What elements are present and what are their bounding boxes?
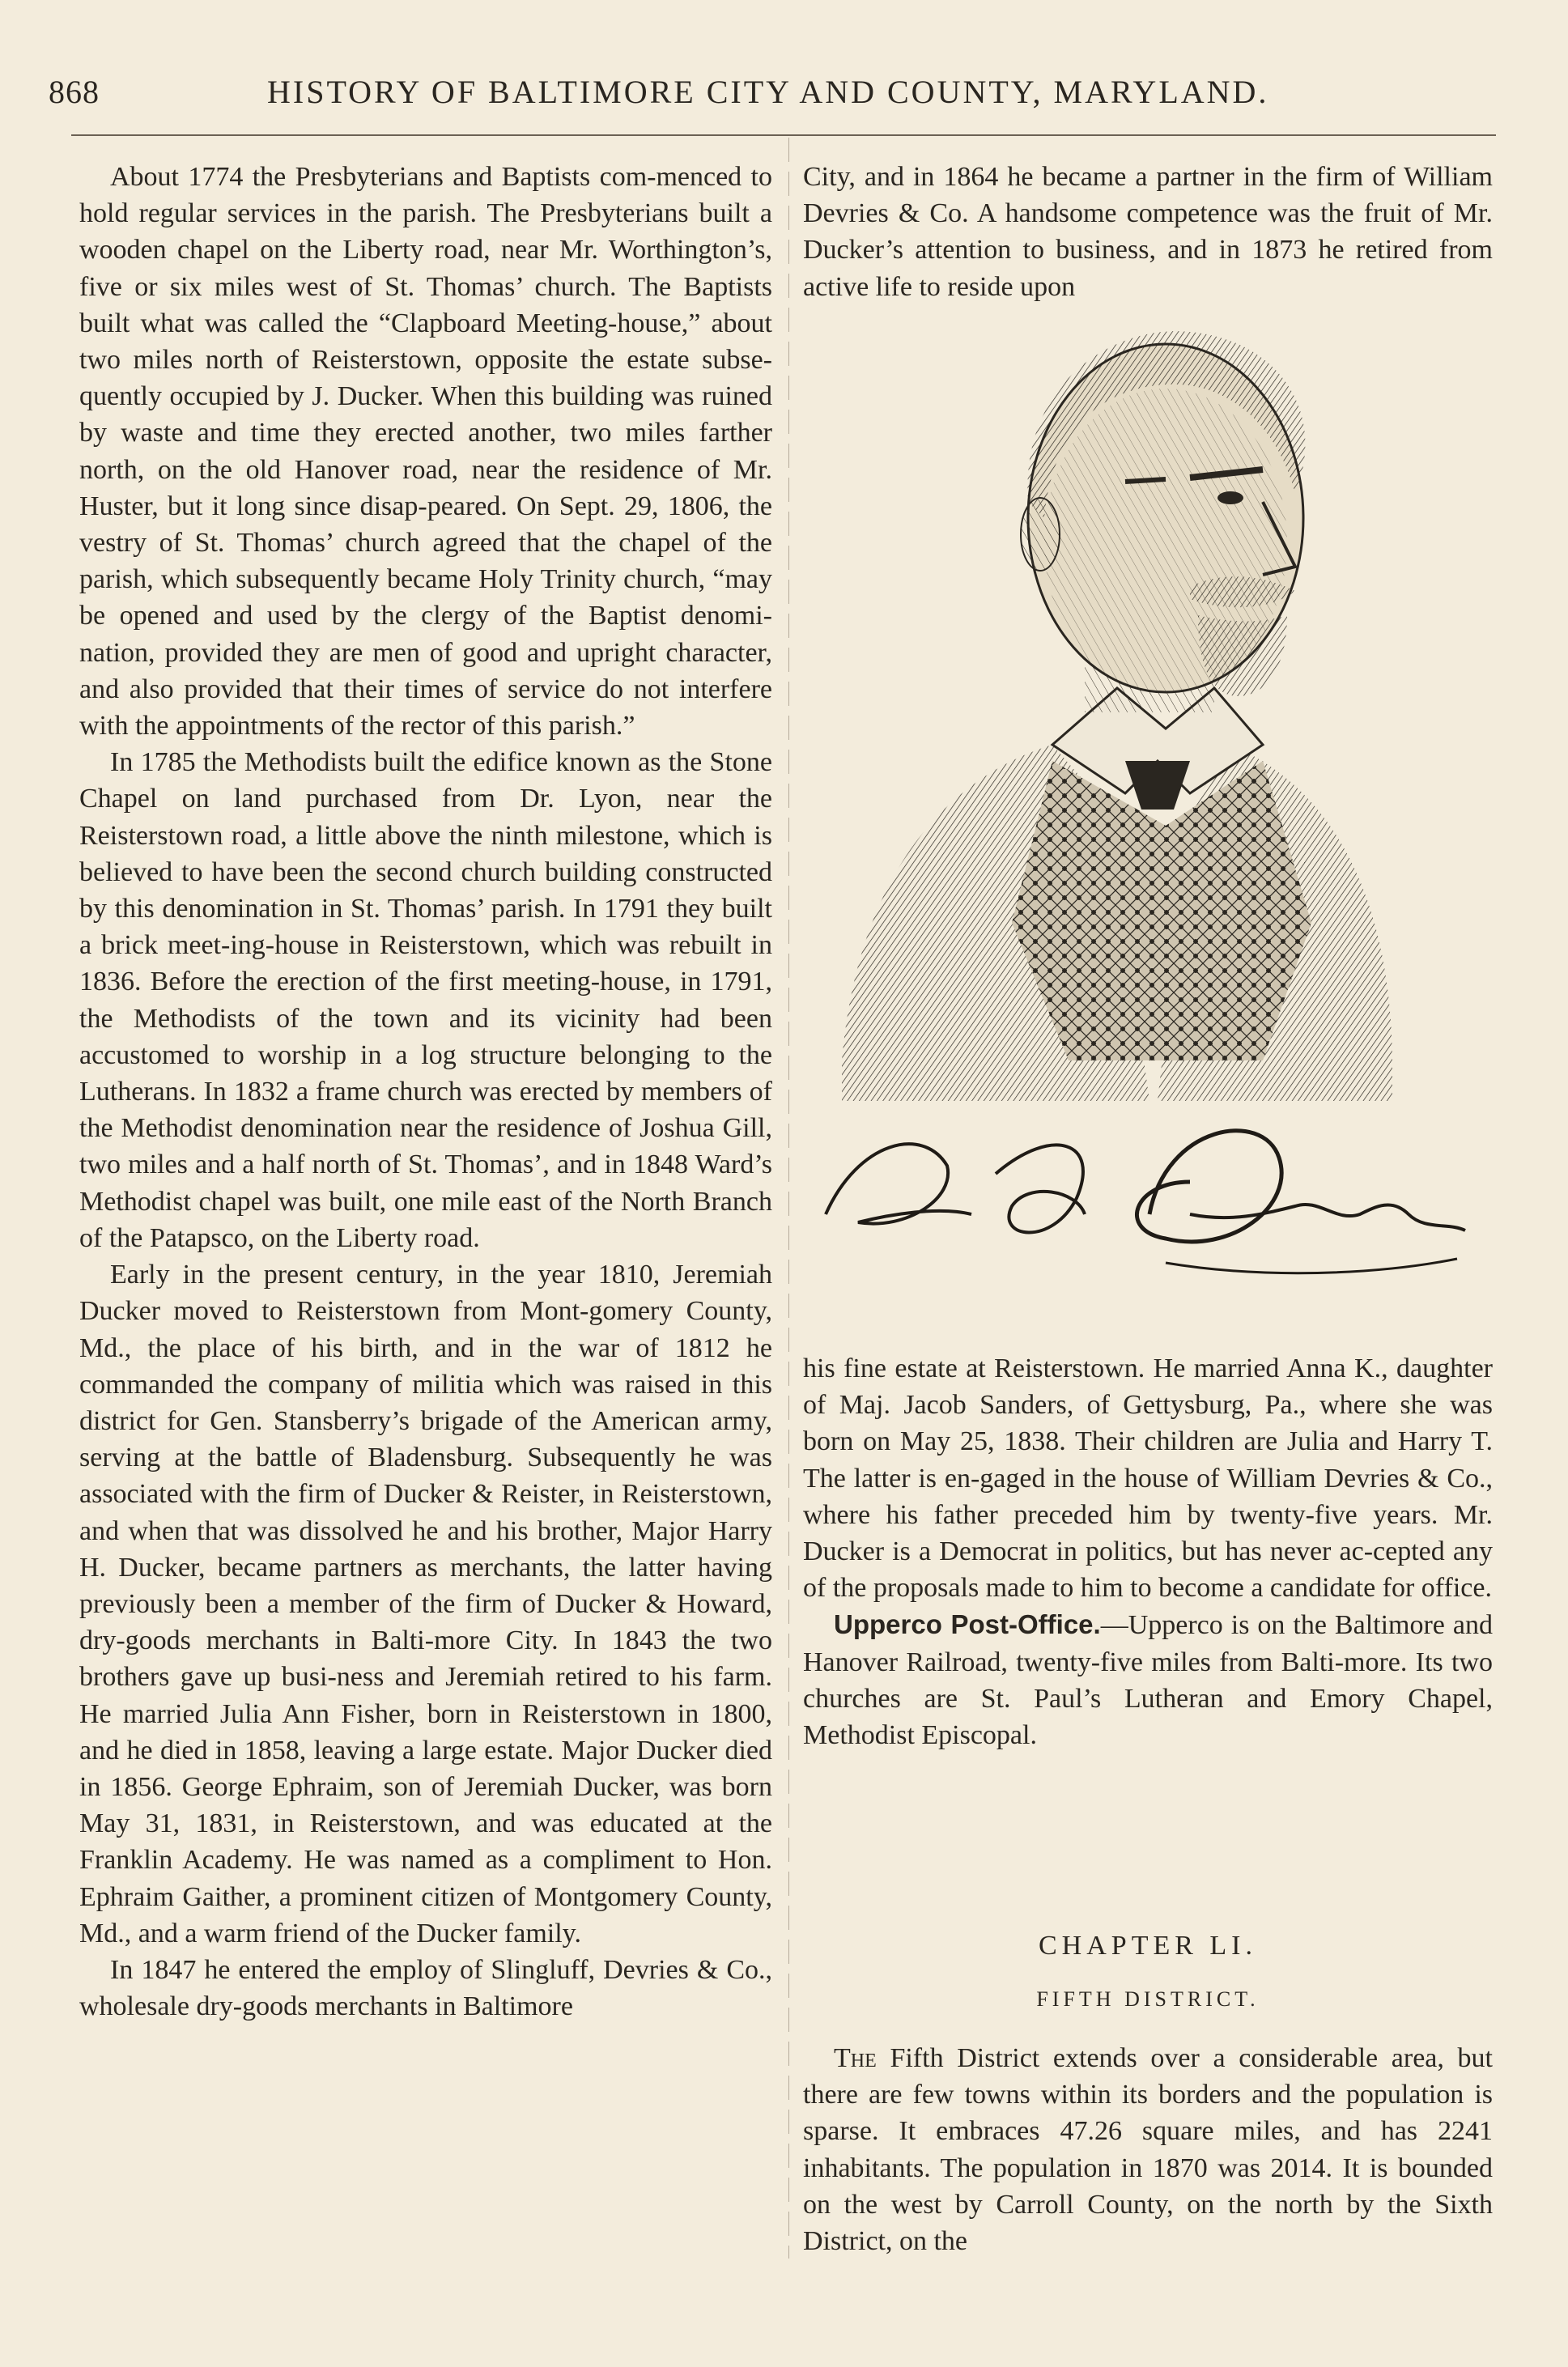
paragraph-employment: In 1847 he entered the employ of Slingluff, Devries & Co., wholesale dry-goods merchants in Baltimore (79, 1954, 772, 2022)
column-divider (788, 138, 789, 2259)
portrait-image (809, 308, 1489, 1101)
paragraph-presbyterians-baptists: About 1774 the Presbyterians and Baptists com-menced to hold regular services in the parish. The Presbyterians built a wooden chapel on the Liberty road, near Mr. Worthington’s, five or six miles west of St. Thomas’ church. The Baptists built what was called the “Clapboard Meeting-house,” about two miles north of Reisterstown, opposite the estate subse-quently occupied by J. Ducker. When this building was ruined by waste and time they erected another, two miles farther north, on the old Hanover road, near the residence of Mr. Huster, but it long since disap-peared. On Sept. 29, 1806, the vestry of St. Thomas’ church agreed that the chapel of the parish, which subsequently became Holy Trinity church, “may be opened and used by the clergy of the Baptist denomi-nation, provided they are men of good and upright character, and also provided that their times of service do not interfere with the appointments of the rector of this parish.” (79, 162, 772, 742)
right-column-top (803, 159, 1493, 305)
page-number: 868 (49, 74, 100, 110)
header-rule (71, 134, 1496, 136)
chapter-lead-word: The (834, 2043, 877, 2073)
paragraph-continuation: City, and in 1864 he became a partner in the firm of William Devries & Co. A handsome competence was the fruit of Mr. Ducker’s attention to business, and in 1873 he retired from active life to reside upon (803, 162, 1493, 302)
chapter-subtitle: FIFTH DISTRICT. (1036, 1987, 1260, 2011)
chapter-text: Fifth District extends over a considerable area, but there are few towns within its borders and the population is sparse. It embraces 47.26 square miles, and has 2241 inhabitants. The population in 1870 was 2014. It is bounded on the west by Carroll County, on the north by the Sixth District, on the (803, 2043, 1493, 2257)
chapter-text-column (803, 2040, 1493, 2259)
right-column-bottom (803, 1350, 1493, 1753)
chapter-heading (803, 1931, 1493, 2012)
paragraph-upperco (803, 1606, 1493, 1753)
upperco-text: —Upperco is on the Baltimore and Hanover Railroad, twenty-five miles from Balti-more. Its two churches are St. Paul’s Lutheran and Emory Chapel, Methodist Episcopal. (803, 1610, 1493, 1751)
portrait-engraving (809, 308, 1489, 1328)
left-column (79, 159, 772, 2025)
upperco-heading: Upperco Post-Office. (834, 1609, 1101, 1640)
chapter-title: CHAPTER LI. (1039, 1931, 1257, 1961)
running-head: HISTORY OF BALTIMORE CITY AND COUNTY, MARYLAND. (267, 74, 1269, 110)
signature-image (809, 1093, 1489, 1303)
paragraph-fifth-district (803, 2040, 1493, 2259)
page-header (49, 73, 1311, 121)
paragraph-estate: his fine estate at Reisterstown. He married Anna K., daughter of Maj. Jacob Sanders, of Gettysburg, Pa., where she was born on May 25, 1838. Their children are Julia and Harry T. The latter is en-gaged in the house of William Devries & Co., where his father preceded him by twenty-five years. Mr. Ducker is a Democrat in politics, but has never ac-cepted any of the proposals made to him to become a candidate for office. (803, 1353, 1493, 1604)
paragraph-methodists: In 1785 the Methodists built the edifice known as the Stone Chapel on land purchased from Dr. Lyon, near the Reisterstown road, a little above the ninth milestone, which is believed to have been the second church building constructed by this denomination in St. Thomas’ parish. In 1791 they built a brick meet-ing-house in Reisterstown, which was rebuilt in 1836. Before the erection of the first meeting-house, in 1791, the Methodists of the town and its vicinity had been accustomed to worship in a log structure belonging to the Lutherans. In 1832 a frame church was erected by members of the Methodist denomination near the residence of Joshua Gill, two miles and a half north of St. Thomas’, and in 1848 Ward’s Methodist chapel was built, one mile east of the North Branch of the Patapsco, on the Liberty road. (79, 747, 772, 1253)
paragraph-jeremiah-ducker: Early in the present century, in the year 1810, Jeremiah Ducker moved to Reisterstown from Mont-gomery County, Md., the place of his birth, and in the war of 1812 he commanded the company of militia which was raised in this district for Gen. Stansberry’s brigade of the American army, serving at the battle of Bladensburg. Subsequently he was associated with the firm of Ducker & Reister, in Reisterstown, and when that was dissolved he and his brother, Major Harry H. Ducker, became partners as merchants, the latter having previously been a member of the firm of Ducker & Howard, dry-goods merchants in Balti-more City. In 1843 the two brothers gave up busi-ness and Jeremiah retired to his farm. He married Julia Ann Fisher, born in Reisterstown in 1800, and he died in 1858, leaving a large estate. Major Ducker died in 1856. George Ephraim, son of Jeremiah Ducker, was born May 31, 1831, in Reisterstown, and was educated at the Franklin Academy. He was named as a compliment to Hon. Ephraim Gaither, a prominent citizen of Montgomery County, Md., and a warm friend of the Ducker family. (79, 1260, 772, 1948)
